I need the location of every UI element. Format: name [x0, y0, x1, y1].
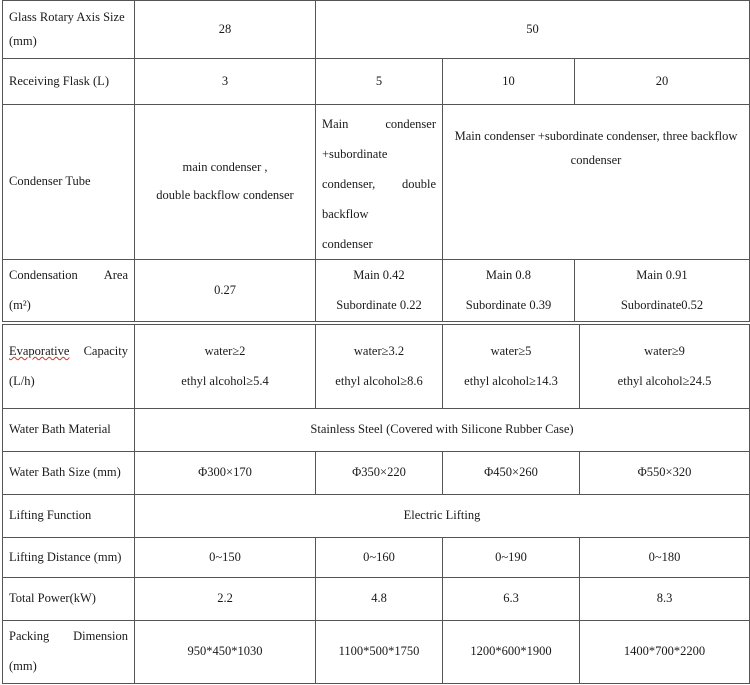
row-label: Condenser Tube [3, 105, 135, 260]
table-cell: main condenser , double backflow condenser [135, 105, 316, 260]
table-cell: Main condenser +subordinate condenser, three backflow condenser [443, 105, 750, 260]
table-cell: water≥5 ethyl alcohol≥14.3 [443, 325, 580, 409]
table-row [3, 59, 750, 105]
table-cell: 3 [135, 59, 316, 105]
table-cell: Main 0.42 Subordinate 0.22 [316, 260, 443, 322]
table-cell: 950*450*1030 [135, 621, 316, 684]
table-cell: 0~160 [316, 538, 443, 578]
table-cell: water≥2 ethyl alcohol≥5.4 [135, 325, 316, 409]
table-cell: Main 0.91 Subordinate0.52 [575, 260, 750, 322]
table-cell: 1400*700*2200 [580, 621, 750, 684]
table-cell: 8.3 [580, 578, 750, 621]
table-cell: Main 0.8 Subordinate 0.39 [443, 260, 575, 322]
table-cell: 0~190 [443, 538, 580, 578]
table-row [3, 495, 750, 538]
row-label: Total Power(kW) [3, 578, 135, 621]
table-cell: Electric Lifting [135, 495, 750, 538]
table-cell: 4.8 [316, 578, 443, 621]
table-cell: 2.2 [135, 578, 316, 621]
row-label: Water Bath Material [3, 409, 135, 452]
table-cell: 28 [135, 1, 316, 59]
table-cell: 10 [443, 59, 575, 105]
table-cell: 0.27 [135, 260, 316, 322]
table-cell: 0~180 [580, 538, 750, 578]
table-row [3, 325, 750, 409]
spec-table-bottom [2, 324, 750, 684]
table-cell: 50 [316, 1, 750, 59]
table-cell: Stainless Steel (Covered with Silicone Rubber Case) [135, 409, 750, 452]
row-label: Lifting Distance (mm) [3, 538, 135, 578]
table-cell: Φ300×170 [135, 452, 316, 495]
table-cell: Φ550×320 [580, 452, 750, 495]
table-cell: 6.3 [443, 578, 580, 621]
row-label: Receiving Flask (L) [3, 59, 135, 105]
row-label: Water Bath Size (mm) [3, 452, 135, 495]
table-row [3, 1, 750, 59]
table-row [3, 260, 750, 322]
table-row [3, 578, 750, 621]
row-label: Lifting Function [3, 495, 135, 538]
row-label: Glass Rotary Axis Size (mm) [3, 1, 135, 59]
table-cell: 5 [316, 59, 443, 105]
table-cell: 20 [575, 59, 750, 105]
table-row [3, 452, 750, 495]
table-cell: water≥9 ethyl alcohol≥24.5 [580, 325, 750, 409]
table-cell: 0~150 [135, 538, 316, 578]
spec-table-top [2, 0, 750, 322]
row-label: Condensation Area (m²) [3, 260, 135, 322]
row-label: Evaporative Capacity (L/h) [3, 325, 135, 409]
table-cell: 1200*600*1900 [443, 621, 580, 684]
table-row [3, 621, 750, 684]
table-cell: Φ450×260 [443, 452, 580, 495]
table-cell: 1100*500*1750 [316, 621, 443, 684]
table-row [3, 538, 750, 578]
table-row [3, 105, 750, 260]
table-row [3, 409, 750, 452]
table-cell: water≥3.2 ethyl alcohol≥8.6 [316, 325, 443, 409]
table-cell: Main condenser +subordinate condenser, double backflow condenser [316, 105, 443, 260]
row-label: Packing Dimension (mm) [3, 621, 135, 684]
table-cell: Φ350×220 [316, 452, 443, 495]
